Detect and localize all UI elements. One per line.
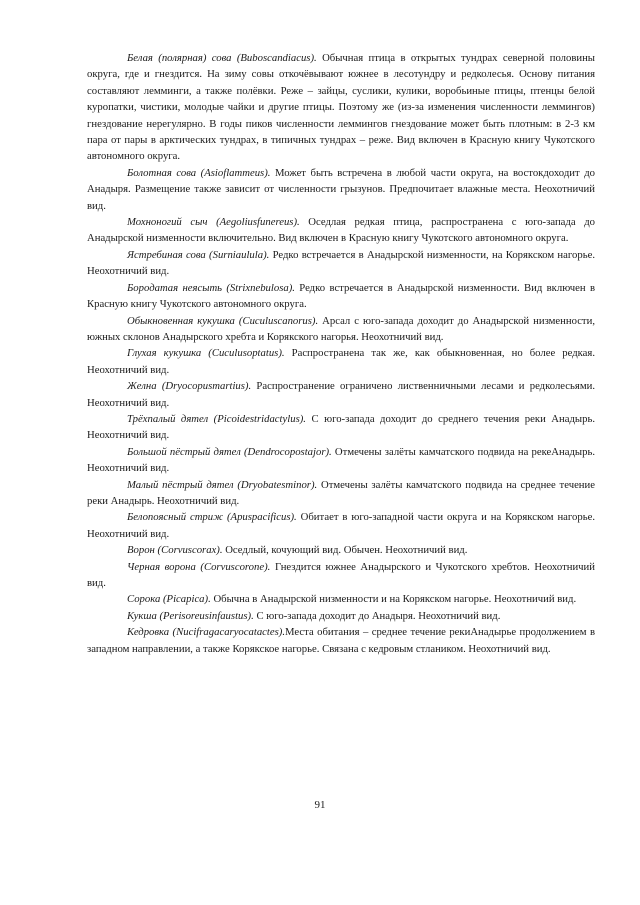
species-name: Глухая кукушка (Cuculusoptatus). (127, 347, 285, 360)
species-entry (87, 477, 595, 510)
species-description: Редко встречается в Анадырской низменности, на Корякском нагорье. Неохотничий вид. (87, 248, 595, 278)
species-entry (87, 411, 595, 444)
species-description: Обитает в юго-западной части округа и на Корякском нагорье. Неохотничий вид. (87, 511, 595, 540)
species-description: Арсал с юго-запада доходит до Анадырской низменности, южных склонов Анадырского хребта и Корякского нагорья. Неохотничий вид. (87, 314, 595, 343)
species-description: Редко встречается в Анадырской низменности. Вид включен в Красную книгу Чукотского автономного округа. (87, 281, 596, 311)
species-entry (87, 608, 595, 624)
species-name: Ястребиная сова (Surniaulula). (127, 248, 270, 261)
species-entry (87, 378, 595, 411)
species-entry (87, 345, 595, 378)
species-name: Кукша (Perisoreusinfaustus). (127, 609, 254, 622)
species-description: С юго-запада доходит до среднего течения реки Анадырь. Неохотничий вид. (87, 412, 595, 442)
species-entry (87, 591, 595, 607)
species-name: Белая (полярная) сова (Buboscandiacus). (127, 52, 317, 64)
species-entry (87, 509, 595, 542)
species-name: Малый пёстрый дятел (Dryobatesminor). (127, 478, 318, 491)
page-number: 91 (314, 799, 326, 811)
species-description: Места обитания – среднее течение рекиАнадырье продолжением в западном направлении, а также Корякское нагорье. Связана с кедровым стлаником. Неохотничий вид. (87, 626, 595, 655)
species-entry (87, 624, 595, 657)
species-description: Оседлая редкая птица, распространена с юго-запада до Анадырской низменности включительно. Вид включен в Красную книгу Чукотского автономного округа. (87, 216, 595, 245)
species-entry (87, 247, 595, 280)
species-entry (87, 214, 595, 247)
species-description: Обычна в Анадырской низменности и на Корякском нагорье. Неохотничий вид. (210, 593, 577, 606)
species-entry (87, 559, 595, 592)
species-description: С юго-запада доходит до Анадыря. Неохотничий вид. (253, 609, 501, 622)
species-description: Распространена так же, как обыкновенная, но более редкая. Неохотничий вид. (87, 347, 595, 376)
species-entry (87, 542, 595, 558)
species-description: Отмечены залёты камчатского подвида на рекеАнадырь. Неохотничий вид. (87, 445, 595, 475)
species-name: Сорока (Picapica). (127, 593, 211, 606)
species-description: Гнездится южнее Анадырского и Чукотского хребтов. Неохотничий вид. (87, 560, 595, 589)
species-entry (87, 444, 595, 477)
species-name: Желна (Dryocopusmartius). (127, 380, 252, 393)
species-name: Болотная сова (Asioflammeus). (127, 166, 271, 179)
document-body (87, 50, 595, 657)
species-description: Распространение ограничено лиственничными лесами и редколесьями. Неохотничий вид. (87, 380, 595, 409)
species-name: Мохноногий сыч (Aegoliusfunereus). (127, 216, 300, 229)
species-entry (87, 313, 595, 346)
species-name: Обыкновенная кукушка (Cuculuscanorus). (127, 314, 319, 327)
species-name: Бородатая неясыть (Strixnebulosa). (127, 281, 295, 294)
species-name: Большой пёстрый дятел (Dendrocopostajor). (127, 445, 332, 458)
species-entry (87, 280, 595, 313)
species-entry (87, 50, 595, 165)
species-name: Кедровка (Nucifragacaryocatactes). (127, 626, 286, 639)
species-name: Белопоясный стриж (Apuspacificus). (127, 511, 297, 524)
species-name: Трёхпалый дятел (Picoidestridactylus). (127, 412, 306, 425)
species-description: Отмечены залёты камчатского подвида на среднее течение реки Анадырь. Неохотничий вид. (87, 478, 595, 507)
species-entry (87, 165, 595, 214)
species-description: Обычная птица в открытых тундрах северной половины округа, где и гнездится. На зиму совы откочёвывают южнее в лесотундру и редколесья. Основу питания составляют лемминги, а также полёвки. Реже – зайцы, суслики, кулики, воробьиные птицы, птенцы белой куропатки, чистики, молодые чайки и другие птицы. Поэтому же (из-за изменения численности леммингов) гнездование нерегулярно. В годы пиков численности леммингов гнездование может быть плотным: в 2-3 км пара от пары в арктических тундрах, в типичных тундрах – реже. Вид включен в Красную книгу Чукотского автономного округа. (87, 52, 595, 163)
species-description: Оседлый, кочующий вид. Обычен. Неохотничий вид. (222, 544, 468, 557)
species-name: Ворон (Corvuscorax). (127, 544, 223, 557)
species-name: Черная ворона (Corvuscorone). (127, 560, 271, 573)
species-description: Может быть встречена в любой части округа, на востокдоходит до Анадыря. Размещение также зависит от численности грызунов. Предпочитает влажные места. Неохотничий вид. (87, 166, 596, 212)
